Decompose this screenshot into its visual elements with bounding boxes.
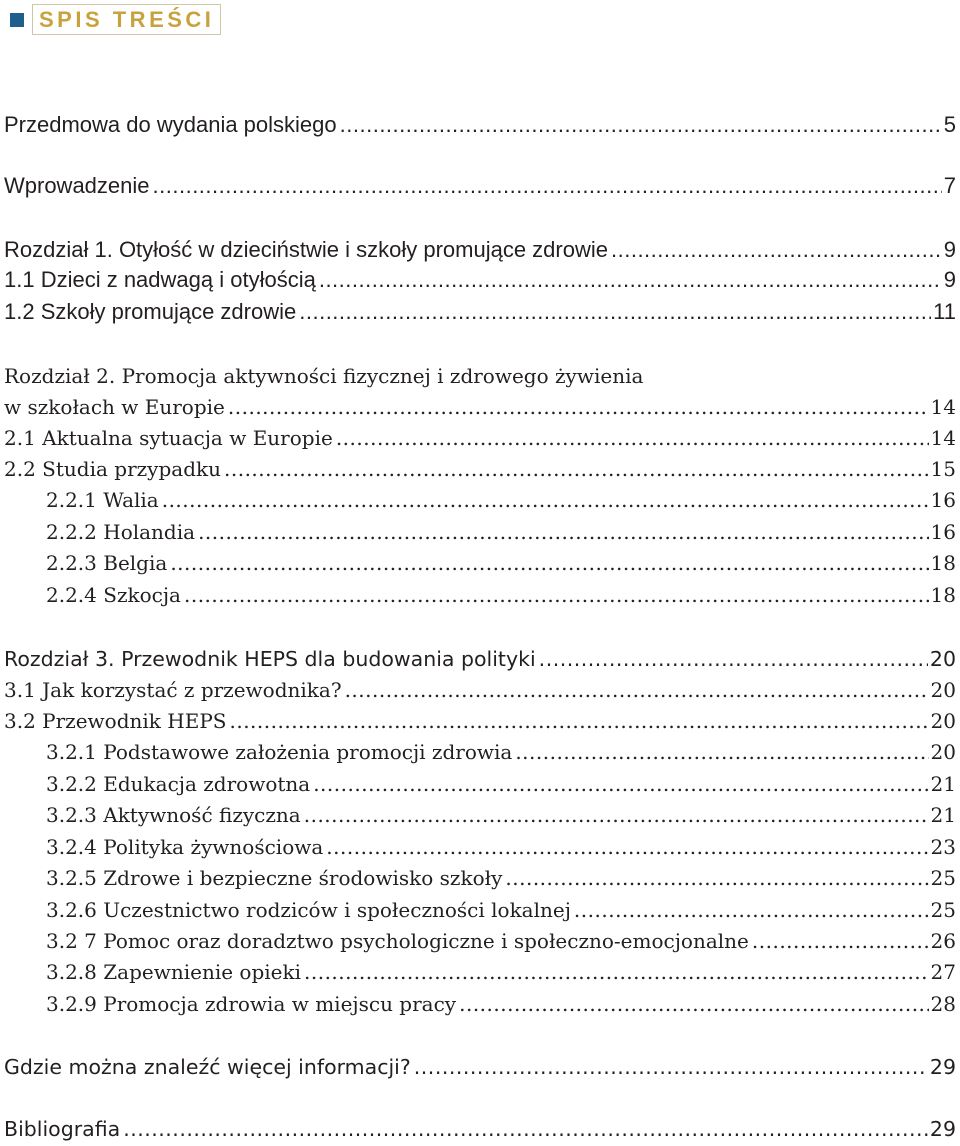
dot-leader: [229, 707, 928, 735]
toc-entry-page: 7: [943, 173, 956, 198]
toc-title-box: [32, 4, 221, 35]
toc-entry-title: 2.2 Studia przypadku: [4, 457, 221, 481]
dot-leader: [224, 455, 929, 483]
toc-entry-page: 26: [930, 929, 956, 953]
toc-entry-more-info[interactable]: [4, 1053, 956, 1081]
dot-leader: [539, 645, 928, 673]
dot-leader: [752, 927, 929, 955]
dot-leader: [414, 1053, 928, 1081]
dot-leader: [198, 518, 928, 546]
toc-entry-page: 20: [930, 709, 956, 733]
toc-entry-preface[interactable]: [4, 111, 956, 139]
square-bullet-icon: [10, 13, 24, 27]
toc-entry-3-2-2[interactable]: [46, 770, 956, 798]
dot-leader: [304, 801, 929, 829]
dot-leader: [313, 770, 928, 798]
toc-entry-2-2-1[interactable]: [46, 486, 956, 514]
dot-leader: [459, 990, 928, 1018]
dot-leader: [611, 236, 942, 264]
toc-entry-page: 20: [930, 740, 956, 764]
toc-entry-page: 25: [930, 898, 956, 922]
toc-entry-2-2-3[interactable]: [46, 549, 956, 577]
dot-leader: [345, 676, 929, 704]
toc-entry-1-2[interactable]: [4, 298, 956, 326]
toc-entry-page: 14: [930, 395, 956, 419]
toc-entry-title: 3.2.4 Polityka żywnościowa: [46, 835, 324, 859]
dot-leader: [123, 1115, 928, 1143]
toc-entry-page: 16: [930, 488, 956, 512]
toc-entry-title: 3.1 Jak korzystać z przewodnika?: [4, 678, 342, 702]
toc-entry-chapter-2-cont[interactable]: [4, 393, 956, 421]
dot-leader: [515, 738, 928, 766]
toc-entry-title: 3.2.2 Edukacja zdrowotna: [46, 772, 311, 796]
toc-entry-title: 2.2.1 Walia: [46, 488, 159, 512]
toc-entry-page: 28: [930, 992, 956, 1016]
toc-entry-chapter-2[interactable]: [4, 362, 956, 390]
dot-leader: [228, 393, 929, 421]
toc-entry-title: Rozdział 3. Przewodnik HEPS dla budowania polityki: [4, 647, 536, 671]
toc-entry-title: Przedmowa do wydania polskiego: [4, 112, 337, 137]
dot-leader: [340, 111, 942, 139]
toc-entry-bibliography[interactable]: [4, 1115, 956, 1143]
toc-entry-title: 3.2 Przewodnik HEPS: [4, 709, 227, 733]
toc-entry-title: 1.1 Dzieci z nadwagą i otyłością: [4, 267, 316, 292]
toc-entry-page: 20: [930, 678, 956, 702]
toc-entry-page: 25: [930, 866, 956, 890]
toc-entry-3-2-4[interactable]: [46, 833, 956, 861]
toc-entry-title: 1.2 Szkoły promujące zdrowie: [4, 299, 297, 324]
toc-entry-2-1[interactable]: [4, 424, 956, 452]
toc-entry-page: 21: [930, 772, 956, 796]
toc-entry-3-2-3[interactable]: [46, 801, 956, 829]
dot-leader: [326, 833, 928, 861]
toc-entry-page: 27: [930, 960, 956, 984]
toc-entry-page: 14: [930, 426, 956, 450]
toc-entry-3-1[interactable]: [4, 676, 956, 704]
toc-entry-title: Rozdział 2. Promocja aktywności fizycznej i zdrowego żywienia: [4, 364, 644, 388]
dot-leader: [336, 424, 929, 452]
toc-entry-3-2-8[interactable]: [46, 958, 956, 986]
toc-entry-page: 29: [929, 1055, 956, 1079]
toc-entry-title: 3.2.1 Podstawowe założenia promocji zdrowia: [46, 740, 513, 764]
toc-entry-page: 5: [943, 112, 956, 137]
dot-leader: [574, 896, 929, 924]
dot-leader: [153, 172, 942, 200]
toc-entry-title: 3.2.5 Zdrowe i bezpieczne środowisko szkoły: [46, 866, 503, 890]
toc-entry-page: 18: [930, 583, 956, 607]
toc-entry-introduction[interactable]: [4, 172, 956, 200]
dot-leader: [184, 581, 929, 609]
toc-header: [10, 4, 221, 34]
toc-entry-page: 18: [930, 551, 956, 575]
toc-entry-page: 20: [929, 647, 956, 671]
toc-entry-chapter-1[interactable]: [4, 236, 956, 264]
toc-entry-chapter-3[interactable]: [4, 645, 956, 673]
toc-entry-title: 2.1 Aktualna sytuacja w Europie: [4, 426, 333, 450]
toc-entry-2-2[interactable]: [4, 455, 956, 483]
dot-leader: [299, 298, 931, 326]
toc-entry-title: Bibliografia: [4, 1117, 121, 1141]
toc-entry-title: Gdzie można znaleźć więcej informacji?: [4, 1055, 411, 1079]
toc-entry-title: 3.2.8 Zapewnienie opieki: [46, 960, 301, 984]
toc-entry-title: 2.2.2 Holandia: [46, 520, 196, 544]
toc-entry-page: 9: [943, 267, 956, 292]
toc-entry-title: 3.2.6 Uczestnictwo rodziców i społeczności lokalnej: [46, 898, 571, 922]
toc-entry-3-2-5[interactable]: [46, 864, 956, 892]
toc-entry-page: 15: [930, 457, 956, 481]
toc-entry-3-2-6[interactable]: [46, 896, 956, 924]
toc-entry-3-2-9[interactable]: [46, 990, 956, 1018]
toc-entry-1-1[interactable]: [4, 266, 956, 294]
toc-entry-title: 3.2.3 Aktywność fizyczna: [46, 803, 301, 827]
toc-entry-page: 11: [933, 299, 956, 324]
toc-entry-3-2[interactable]: [4, 707, 956, 735]
toc-entry-3-2-1[interactable]: [46, 738, 956, 766]
toc-entry-page: 23: [930, 835, 956, 859]
dot-leader: [162, 486, 929, 514]
toc-title: SPIS TREŚCI: [39, 6, 215, 32]
toc-entry-3-2-7[interactable]: [46, 927, 956, 955]
toc-entry-title: 2.2.4 Szkocja: [46, 583, 181, 607]
toc-entry-page: 16: [930, 520, 956, 544]
dot-leader: [170, 549, 928, 577]
toc-entry-2-2-2[interactable]: [46, 518, 956, 546]
toc-entry-title: w szkołach w Europie: [4, 395, 225, 419]
toc-entry-page: 9: [943, 237, 956, 262]
dot-leader: [304, 958, 929, 986]
toc-entry-page: 21: [930, 803, 956, 827]
toc-entry-title: Rozdział 1. Otyłość w dzieciństwie i szkoły promujące zdrowie: [4, 237, 608, 262]
toc-entry-title: 2.2.3 Belgia: [46, 551, 168, 575]
dot-leader: [505, 864, 928, 892]
toc-entry-page: 29: [929, 1117, 956, 1141]
toc-entry-2-2-4[interactable]: [46, 581, 956, 609]
toc-entry-title: 3.2.9 Promocja zdrowia w miejscu pracy: [46, 992, 457, 1016]
toc-entry-title: Wprowadzenie: [4, 173, 150, 198]
dot-leader: [319, 266, 942, 294]
toc-entry-title: 3.2 7 Pomoc oraz doradztwo psychologiczne i społeczno-emocjonalne: [46, 929, 749, 953]
